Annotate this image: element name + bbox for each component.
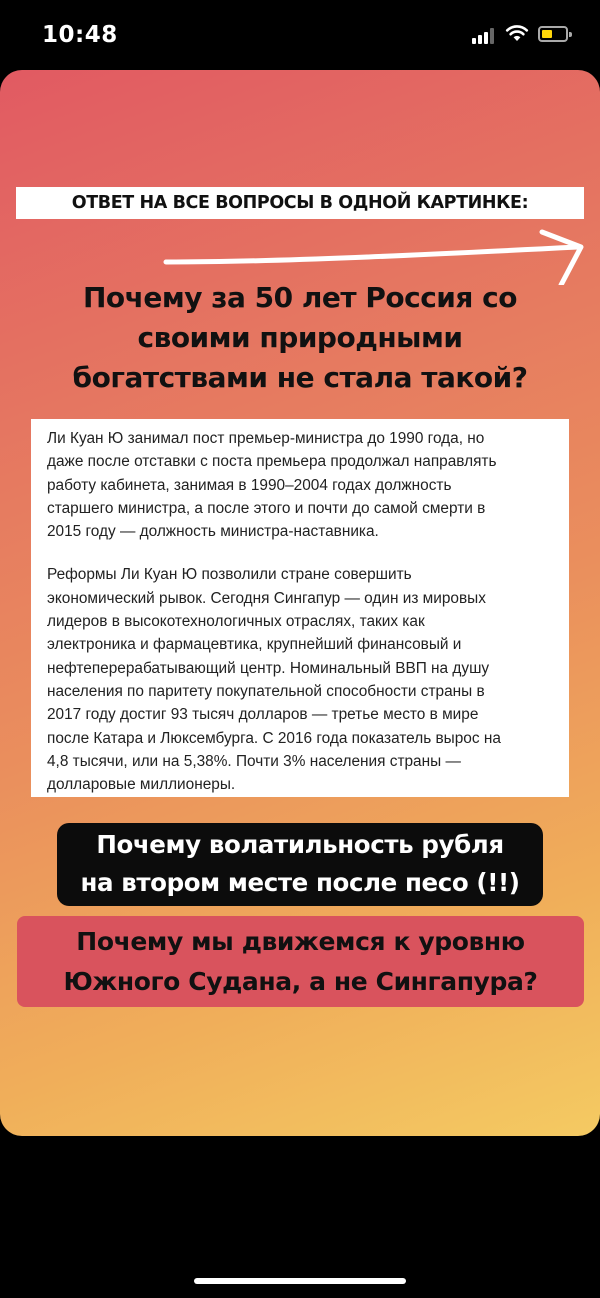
quote-line: Реформы Ли Куан Ю позволили стране совершить xyxy=(47,566,412,584)
quote-line: Ли Куан Ю занимал пост премьер-министра до 1990 года, но xyxy=(47,430,485,447)
story-card[interactable] xyxy=(0,70,600,1136)
quote-line: долларовые миллионеры. xyxy=(47,776,236,794)
quote-line: населения по паритету покупательной способности страны в xyxy=(47,682,485,700)
arrow-right-icon xyxy=(160,225,590,285)
quote-line: электроника и фармацевтика, крупнейший финансовый и xyxy=(47,636,462,654)
question-line: Южного Судана, а не Сингапура? xyxy=(63,967,538,996)
home-indicator[interactable] xyxy=(194,1278,406,1284)
quote-line: 2015 году — должность министра-наставника. xyxy=(47,523,379,541)
status-bar xyxy=(0,0,600,72)
quote-line: 4,8 тысячи, или на 5,38%. Почти 3% населения страны — xyxy=(47,752,461,770)
question-line: Почему мы движемся к уровню xyxy=(76,927,525,956)
headline xyxy=(30,278,570,398)
quote-line: даже после отставки с поста премьера продолжал направлять xyxy=(47,453,497,471)
quote-line: нефтеперерабатывающий центр. Номинальный ВВП на душу xyxy=(47,659,490,677)
headline-line: Почему за 50 лет Россия со xyxy=(82,281,517,314)
question-sudan xyxy=(17,916,584,1007)
quote-line: 2017 году достиг 93 тысяч долларов — третье место в мире xyxy=(47,706,479,724)
quote-line: экономический рывок. Сегодня Сингапур — один из мировых xyxy=(47,589,486,607)
cellular-signal-icon xyxy=(472,28,494,44)
question-line: Почему волатильность рубля xyxy=(96,830,504,859)
question-volatility xyxy=(57,823,543,906)
quote-box xyxy=(31,419,569,797)
quote-paragraph-2 xyxy=(47,563,557,796)
battery-icon xyxy=(538,26,568,42)
wifi-icon xyxy=(505,24,529,42)
quote-line: старшего министра, а после этого и почти до самой смерти в xyxy=(47,499,486,517)
quote-line: лидеров в высокотехнологичных отраслях, таких как xyxy=(47,613,425,631)
quote-line: работу кабинета, занимая в 1990–2004 годах должность xyxy=(47,476,452,494)
headline-line: своими природными xyxy=(137,321,463,354)
banner: ОТВЕТ НА ВСЕ ВОПРОСЫ В ОДНОЙ КАРТИНКЕ: xyxy=(16,187,584,219)
quote-paragraph-1 xyxy=(47,427,557,543)
quote-line: после Катара и Люксембурга. С 2016 года показатель вырос на xyxy=(47,729,501,747)
headline-line: богатствами не стала такой? xyxy=(72,361,528,394)
question-line: на втором месте после песо (!!) xyxy=(80,868,520,897)
status-time: 10:48 xyxy=(42,22,118,48)
